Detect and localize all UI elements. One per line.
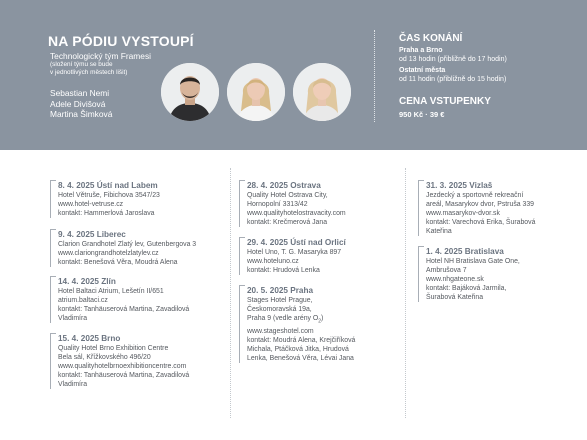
event-liberec (50, 229, 196, 267)
event-brno (50, 333, 189, 389)
event-venue-subscript: 2 (318, 318, 322, 325)
event-heading (247, 180, 346, 191)
event-date: 20. 5. 2025 (247, 286, 288, 295)
team-note-line: v jednotlivých městech lišit) (50, 68, 128, 76)
event-city: Vizlaš (469, 181, 493, 190)
speaker-photo-man (161, 63, 219, 121)
event-venue-text: ) (321, 315, 324, 323)
event-city: Liberec (96, 230, 126, 239)
event-city: Ostrava (290, 181, 321, 190)
event-contact: kontakt: Hrudová Lenka (247, 267, 320, 275)
speakers-title: NA PÓDIU VYSTOUPÍ (48, 33, 194, 49)
event-contact: Vladimíra (58, 381, 88, 389)
event-venue: Hornopolní 3313/42 (247, 201, 308, 209)
event-venue: Hotel NH Bratislava Gate One, (426, 258, 520, 265)
event-contact: Kateřina (426, 228, 452, 236)
speaker-names (50, 88, 112, 120)
team-name: Technologický tým Framesi (50, 51, 151, 61)
event-usti-nad-labem (50, 180, 160, 218)
event-venue-text: Praha 9 (vedle arény O (247, 315, 319, 323)
team-note-line: (složení týmu se bude (50, 61, 113, 68)
event-website: www.clariongrandhotelzlatylev.cz (58, 250, 159, 258)
event-city: Praha (290, 286, 314, 295)
time-label-other: Ostatní města (399, 67, 446, 74)
event-venue: Ambrušova 7 (426, 267, 467, 275)
event-website: www.qualityhotelbrnoexhibitioncentre.com (58, 363, 187, 371)
time-value-prague-brno: od 13 hodin (přibližně do 17 hodin) (399, 56, 507, 63)
event-praha (239, 285, 355, 363)
event-venue: Hotel Uno, T. G. Masaryka 897 (247, 249, 342, 256)
event-contact: Šurabová Kateřina (426, 294, 484, 302)
speaker-name: Adele Divišová (50, 98, 106, 109)
event-contact: kontakt: Krečmerová Jana (247, 219, 328, 227)
event-heading (426, 180, 535, 191)
event-venue: Hotel Baltaci Atrium, Lešetín II/651 (58, 288, 164, 295)
event-date: 15. 4. 2025 (58, 334, 99, 343)
speaker-photo-woman-1 (227, 63, 285, 121)
column-divider (405, 168, 406, 418)
event-date: 14. 4. 2025 (58, 277, 99, 286)
event-heading (426, 246, 520, 257)
event-ostrava (239, 180, 346, 227)
event-website: www.stageshotel.com (247, 327, 314, 335)
time-value-other: od 11 hodin (přibližně do 15 hodin) (399, 76, 507, 83)
event-venue (247, 314, 355, 326)
event-heading (58, 333, 189, 344)
event-heading (58, 276, 189, 287)
event-contact: kontakt: Hammerlová Jaroslava (58, 210, 155, 218)
event-city: Zlín (101, 277, 116, 286)
event-website: www.hoteluno.cz (247, 258, 299, 266)
event-contact: kontakt: Benešová Věra, Moudrá Alena (58, 259, 178, 267)
event-contact: kontakt: Tanhäuserová Martina, Zavadilová (58, 306, 190, 314)
event-zlin (50, 276, 189, 323)
event-city: Ústí nad Orlicí (290, 238, 346, 247)
event-venue: Jezdecký a sportovně rekreační (426, 192, 524, 199)
event-usti-nad-orlici (239, 237, 346, 275)
event-city: Bratislava (464, 247, 504, 256)
event-contact: kontakt: Moudrá Alena, Krejčiříková (247, 336, 356, 344)
event-venue: Quality Hotel Brno Exhibition Centre (58, 345, 169, 352)
time-title: ČAS KONÁNÍ (399, 33, 463, 44)
event-bratislava (418, 246, 520, 302)
event-website: www.qualityhotelostravacity.com (247, 210, 346, 218)
speaker-name: Sebastian Nemi (50, 88, 110, 98)
event-heading (247, 237, 346, 248)
event-date: 28. 4. 2025 (247, 181, 288, 190)
header-banner (0, 0, 587, 150)
event-venue: areál, Masarykov dvor, Pstruša 339 (426, 201, 535, 209)
event-venue: Bela sál, Křížkovského 496/20 (58, 354, 151, 362)
price-title: CENA VSTUPENKY (399, 96, 491, 107)
event-heading (58, 180, 160, 191)
event-venue: Hotel Větruše, Fibichova 3547/23 (58, 192, 160, 199)
event-website: www.hotel-vetruse.cz (58, 201, 124, 209)
event-vizlas (418, 180, 535, 236)
team-note (50, 61, 160, 76)
event-website: atrium.baltaci.cz (58, 297, 108, 305)
event-venue: Stages Hotel Prague, (247, 297, 313, 304)
event-website: www.nhgateone.sk (426, 276, 484, 284)
event-heading (247, 285, 355, 296)
event-date: 1. 4. 2025 (426, 247, 463, 256)
event-contact: Vladimíra (58, 315, 88, 323)
event-date: 29. 4. 2025 (247, 238, 288, 247)
event-date: 8. 4. 2025 (58, 181, 95, 190)
time-label-prague-brno: Praha a Brno (399, 47, 443, 54)
header-divider (374, 30, 375, 122)
event-contact: Lenka, Benešová Věra, Lévai Jana (247, 354, 354, 362)
price-value: 950 Kč · 39 € (399, 110, 445, 119)
event-contact: kontakt: Tanhäuserová Martina, Zavadilová (58, 372, 190, 380)
event-contact: kontakt: Varechová Erika, Šurabová (426, 219, 536, 227)
column-divider (230, 168, 231, 418)
speaker-name: Martina Šimková (50, 109, 113, 119)
event-venue: Quality Hotel Ostrava City, (247, 192, 328, 199)
event-contact: kontakt: Bajáková Jarmila, (426, 285, 507, 293)
speaker-photo-woman-2 (293, 63, 351, 121)
event-city: Brno (101, 334, 121, 343)
event-venue: Clarion Grandhotel Zlatý lev, Gutenbergova 3 (58, 241, 197, 248)
event-heading (58, 229, 196, 240)
event-venue: Českomoravská 19a, (247, 306, 312, 314)
event-date: 31. 3. 2025 (426, 181, 467, 190)
event-website: www.masarykov-dvor.sk (426, 210, 500, 218)
event-date: 9. 4. 2025 (58, 230, 95, 239)
event-contact: Michala, Ptáčková Jitka, Hrudová (247, 345, 349, 353)
event-city: Ústí nad Labem (96, 181, 158, 190)
